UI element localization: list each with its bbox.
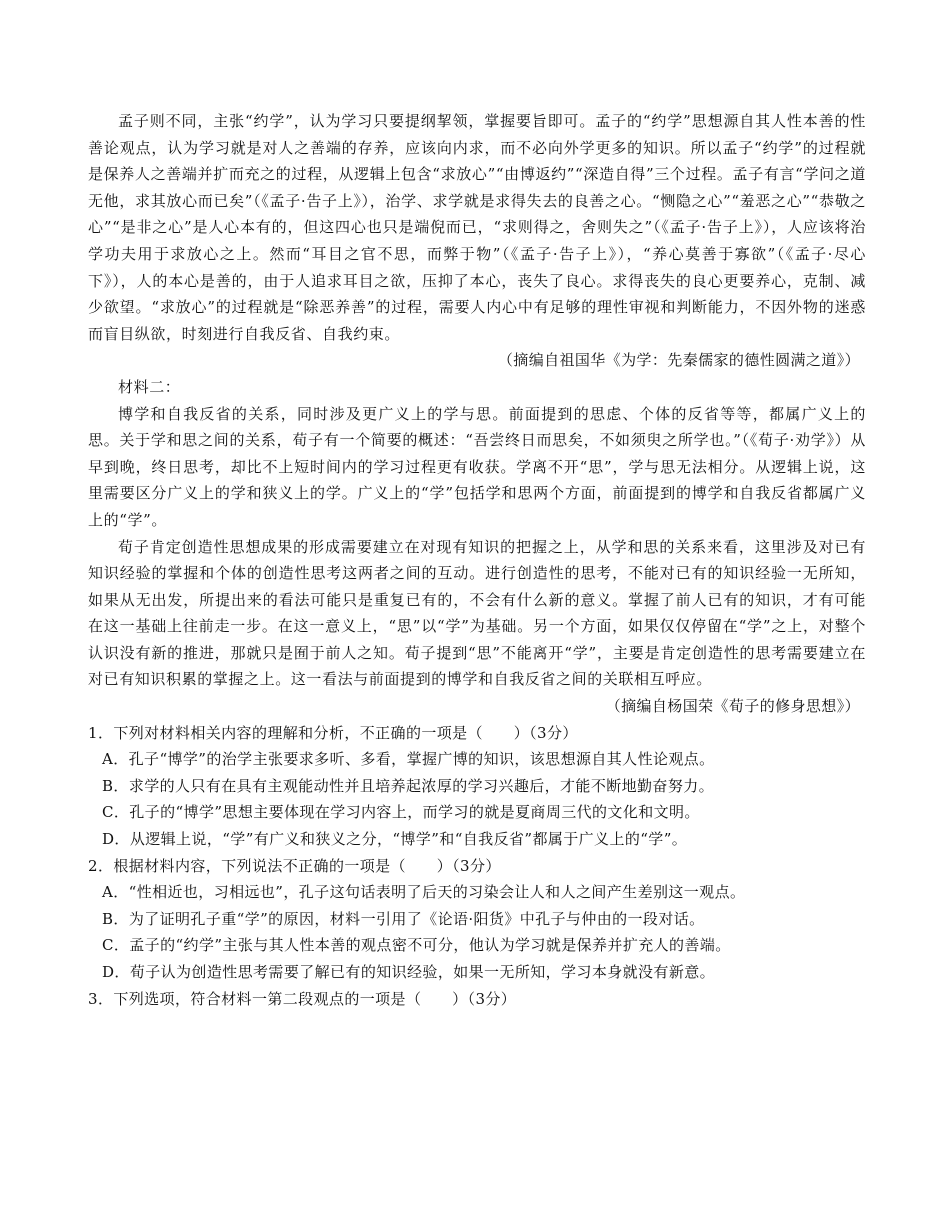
material-two-label: 材料二： [118, 377, 181, 396]
material-one-paragraph: 孟子则不同，主张“约学”，认为学习只要提纲挈领，掌握要旨即可。孟子的“约学”思想源自其人性本善的性善论观点，认为学习就是对人之善端的存养，应该向内求，而不必向外学更多的知识。所以孟子“约学”的过程就是保养人之善端并扩而充之的过程，从逻辑上包含“求放心”“由博返约”“深造自得”三个过程。孟子有言“学问之道无他，求其放心而已矣”（《孟子·告子上》），治学、求学就是求得失去的良善之心。“恻隐之心”“羞恶之心”“恭敬之心”“是非之心”是人心本有的，但这四心也只是端倪而已，“求则得之，舍则失之”（《孟子·告子上》），人应该将治学功夫用于求放心之上。然而“耳目之官不思，而弊于物”（《孟子·告子上》），“养心莫善于寡欲”（《孟子·尽心下》），人的本心是善的，由于人追求耳目之欲，压抑了本心，丧失了良心。求得丧失的良心更要养心，克制、减少欲望。“求放心”的过程就是“除恶养善”的过程，需要人内心中有足够的理性审视和判断能力，不因外物的迷惑而盲目纵欲，时刻进行自我反省、自我约束。 [88, 112, 867, 343]
option-letter: B． [102, 909, 129, 928]
option-text: 孟子的“约学”主张与其人性本善的观点密不可分，他认为学习就是保养并扩充人的善端。 [129, 936, 731, 955]
question-2-option-a[interactable] [88, 879, 866, 906]
question-2-stem: 2．根据材料内容，下列说法不正确的一项是（ ）（3分） [88, 856, 501, 875]
option-text: 求学的人只有在具有主观能动性并且培养起浓厚的学习兴趣后，才能不断地勤奋努力。 [128, 776, 715, 795]
option-text: 荀子认为创造性思考需要了解已有的知识经验，如果一无所知，学习本身就没有新意。 [129, 963, 716, 981]
question-2-option-d[interactable] [88, 959, 866, 986]
option-text: 孔子“博学”的治学主张要求多听、多看，掌握广博的知识，该思想源自其人性论观点。 [128, 750, 715, 769]
option-letter: D． [102, 963, 130, 981]
material-one-source: （摘编自祖国华《为学：先秦儒家的德性圆满之道》） [497, 351, 860, 370]
option-letter: A． [102, 750, 129, 769]
question-1-option-b[interactable] [88, 773, 866, 800]
option-text: “性相近也，习相远也”，孔子这句话表明了后天的习染会让人和人之间产生差别这一观点。 [128, 883, 746, 902]
option-letter: C． [102, 803, 130, 822]
question-1-stem: 1．下列对材料相关内容的理解和分析，不正确的一项是（ ）（3分） [88, 723, 578, 742]
option-text: 从逻辑上说，“学”有广义和狭义之分，“博学”和“自我反省”都属于广义上的“学”。 [129, 830, 688, 849]
question-2-option-c[interactable] [88, 932, 866, 959]
question-1 [88, 720, 866, 853]
option-letter: C． [102, 936, 130, 955]
question-1-option-a[interactable] [88, 746, 866, 773]
question-1-option-c[interactable] [88, 799, 866, 826]
option-text: 为了证明孔子重“学”的原因，材料一引用了《论语·阳货》中孔子与仲由的一段对话。 [128, 909, 705, 928]
option-text: 孔子的“博学”思想主要体现在学习内容上，而学习的就是夏商周三代的文化和文明。 [129, 803, 700, 822]
question-3-stem: 3．下列选项，符合材料一第二段观点的一项是（ ）（3分） [88, 989, 517, 1008]
option-letter: A． [102, 883, 129, 902]
option-letter: D． [102, 830, 130, 849]
material-two-paragraph-2: 荀子肯定创造性思想成果的形成需要建立在对现有知识的把握之上，从学和思的关系来看，这里涉及对已有知识经验的掌握和个体的创造性思考这两者之间的互动。进行创造性的思考，不能对已有的知识经验一无所知，如果从无出发，所提出来的看法可能只是重复已有的，不会有什么新的意义。掌握了前人已有的知识，才有可能在这一基础上往前走一步。在这一意义上，“思”以“学”为基础。另一个方面，如果仅仅停留在“学”之上，对整个认识没有新的推进，那就只是囿于前人之知。荀子提到“思”不能离开“学”，主要是肯定创造性的思考需要建立在对已有知识积累的掌握之上。这一看法与前面提到的博学和自我反省之间的关联相互呼应。 [88, 537, 866, 689]
material-two-paragraph-1: 博学和自我反省的关系，同时涉及更广义上的学与思。前面提到的思虑、个体的反省等等，都属广义上的思。关于学和思之间的关系，荀子有一个简要的概述：“吾尝终日而思矣，不如须臾之所学也。”（《荀子·劝学》）从早到晚，终日思考，却比不上短时间内的学习过程更有收获。学离不开“思”，学与思无法相分。从逻辑上说，这里需要区分广义上的学和狭义上的学。广义上的“学”包括学和思两个方面，前面提到的博学和自我反省都属广义上的“学”。 [88, 404, 866, 529]
exam-page [88, 108, 866, 1012]
material-two-source: （摘编自杨国荣《荀子的修身思想》） [605, 697, 860, 716]
question-3 [88, 986, 866, 1013]
question-2-option-b[interactable] [88, 906, 866, 933]
option-letter: B． [102, 776, 129, 795]
question-2 [88, 853, 866, 986]
question-1-option-d[interactable] [88, 826, 866, 853]
